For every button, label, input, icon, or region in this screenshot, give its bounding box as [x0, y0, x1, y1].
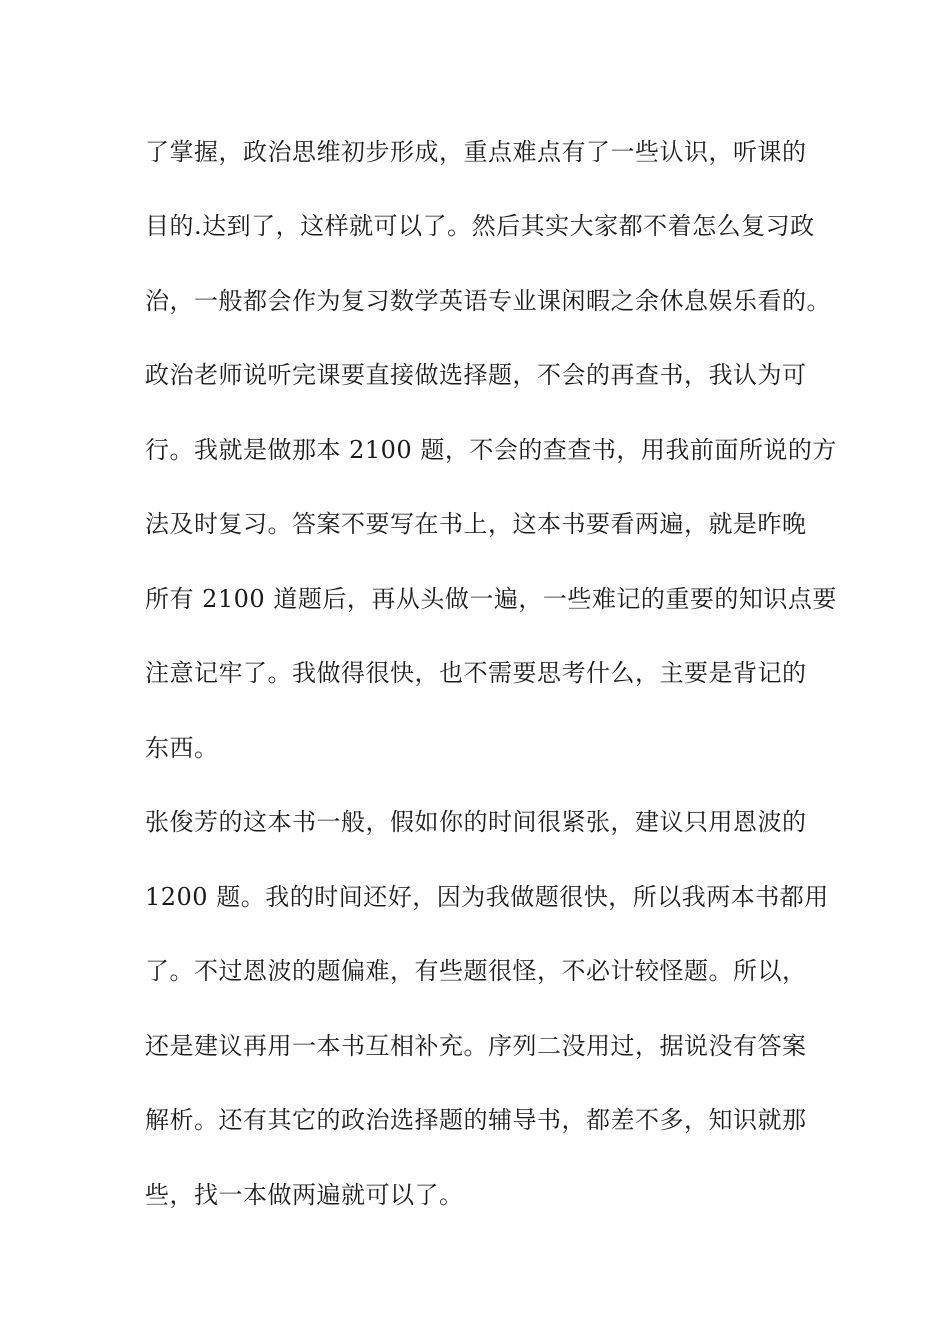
text-line-1: 了掌握，政治思维初步形成，重点难点有了一些认识，听课的 — [145, 138, 807, 166]
text-line-14: 解析。还有其它的政治选择题的辅导书，都差不多，知识就那 — [145, 1106, 807, 1134]
text-line-9: 东西。 — [145, 734, 219, 762]
text-line-5: 行。我就是做那本 2100 题，不会的查查书，用我前面所说的方 — [145, 436, 837, 464]
text-line-11: 1200 题。我的时间还好，因为我做题很快，所以我两本书都用 — [145, 883, 829, 911]
text-line-10: 张俊芳的这本书一般，假如你的时间很紧张，建议只用恩波的 — [145, 808, 807, 836]
text-line-13: 还是建议再用一本书互相补充。序列二没用过，据说没有答案 — [145, 1032, 807, 1060]
text-line-15: 些，找一本做两遍就可以了。 — [145, 1181, 464, 1209]
text-line-3: 治，一般都会作为复习数学英语专业课闲暇之余休息娱乐看的。 — [145, 287, 831, 315]
text-line-7: 所有 2100 道题后，再从头做一遍，一些难记的重要的知识点要 — [145, 585, 837, 613]
text-line-8: 注意记牢了。我做得很快，也不需要思考什么，主要是背记的 — [145, 659, 807, 687]
text-line-2: 目的.达到了，这样就可以了。然后其实大家都不着怎么复习政 — [145, 212, 815, 240]
text-line-4: 政治老师说听完课要直接做选择题，不会的再查书，我认为可 — [145, 361, 807, 389]
text-line-12: 了。不过恩波的题偏难，有些题很怪，不必计较怪题。所以， — [145, 957, 807, 985]
text-line-6: 法及时复习。答案不要写在书上，这本书要看两遍，就是昨晚 — [145, 510, 807, 538]
